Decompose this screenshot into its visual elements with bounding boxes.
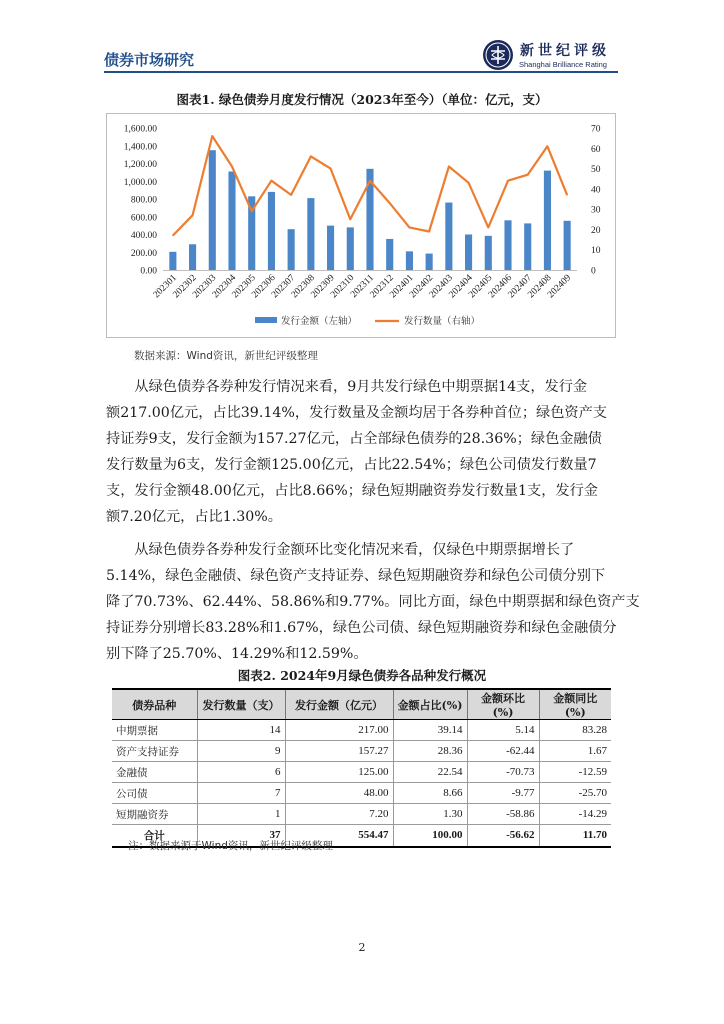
bar-202304 bbox=[228, 171, 235, 270]
x-tick-label: 202310 bbox=[329, 273, 357, 301]
line-point-202405 bbox=[488, 227, 489, 228]
left-axis-tick-label: 400.00 bbox=[130, 231, 157, 241]
monthly-issuance-chart bbox=[106, 113, 616, 338]
x-tick-label: 202403 bbox=[427, 273, 455, 301]
legend-line-label: 发行数量（右轴） bbox=[404, 316, 481, 327]
cell: 83.28 bbox=[539, 720, 611, 741]
figure2-source: 注：数据来源于Wind资讯，新世纪评级整理 bbox=[128, 840, 333, 852]
paragraph-line: 从绿色债券各券种发行金额环比变化情况来看，仅绿色中期票据增长了 bbox=[134, 542, 575, 558]
bar-202402 bbox=[426, 254, 433, 270]
paragraph-line: 额7.20亿元，占比1.30%。 bbox=[106, 509, 282, 525]
col-header: 金额占比(%) bbox=[393, 689, 467, 720]
paragraph-line: 额217.00亿元，占比39.14%，发行数量及金额均居于各券种首位；绿色资产支 bbox=[106, 405, 607, 421]
x-tick-label: 202402 bbox=[408, 273, 436, 301]
paragraph-line: 降了70.73%、62.44%、58.86%和9.77%。同比方面，绿色中期票据和绿色资产支 bbox=[106, 594, 640, 610]
left-axis-tick-label: 800.00 bbox=[130, 195, 157, 206]
paragraph-line: 5.14%，绿色金融债、绿色资产支持证券、绿色短期融资券和绿色公司债分别下 bbox=[106, 568, 606, 584]
line-point-202308 bbox=[310, 156, 311, 157]
bar-202404 bbox=[465, 235, 472, 271]
x-tick-label: 202301 bbox=[151, 273, 179, 301]
bar-202308 bbox=[307, 198, 314, 270]
legend-bar-label: 发行金额（左轴） bbox=[281, 316, 358, 327]
x-tick-label: 202308 bbox=[289, 273, 317, 301]
x-tick-label: 202406 bbox=[486, 273, 515, 301]
line-point-202304 bbox=[231, 166, 232, 167]
col-header: 发行金额（亿元） bbox=[285, 689, 393, 720]
cell: 554.47 bbox=[285, 825, 393, 847]
x-tick-label: 202305 bbox=[230, 273, 258, 301]
line-point-202312 bbox=[389, 202, 390, 203]
cell: 短期融资券 bbox=[112, 804, 197, 825]
cell: 7.20 bbox=[285, 804, 393, 825]
cell: 28.36 bbox=[393, 741, 467, 762]
bar-202401 bbox=[406, 251, 413, 270]
logo bbox=[482, 39, 622, 73]
bar-202309 bbox=[327, 226, 334, 270]
right-axis-tick-label: 70 bbox=[591, 124, 601, 135]
cell: 100.00 bbox=[393, 825, 467, 847]
paragraph-2 bbox=[106, 537, 640, 667]
left-axis-tick-label: 1,200.00 bbox=[123, 160, 157, 170]
x-tick-label: 202401 bbox=[388, 273, 416, 301]
cell: 1.67 bbox=[539, 741, 611, 762]
cell: 48.00 bbox=[285, 783, 393, 804]
bar-202310 bbox=[347, 227, 354, 270]
bar-202405 bbox=[485, 236, 492, 270]
line-point-202302 bbox=[192, 215, 193, 216]
logo-text-en: Shanghai Brilliance Rating bbox=[519, 60, 607, 69]
line-point-202402 bbox=[429, 231, 430, 232]
x-tick-label: 202312 bbox=[368, 273, 396, 301]
left-axis-tick-label: 1,600.00 bbox=[123, 124, 157, 135]
bar-202312 bbox=[386, 239, 393, 270]
x-tick-label: 202409 bbox=[546, 273, 574, 301]
cell: 37 bbox=[197, 825, 285, 847]
logo-emblem-icon bbox=[482, 39, 514, 71]
cell: 1.30 bbox=[393, 804, 467, 825]
line-point-202406 bbox=[507, 180, 508, 181]
right-axis-tick-label: 30 bbox=[591, 205, 601, 216]
cell: 公司债 bbox=[112, 783, 197, 804]
x-tick-label: 202306 bbox=[250, 273, 278, 301]
x-tick-label: 202304 bbox=[210, 273, 239, 301]
line-point-202305 bbox=[251, 211, 252, 212]
cell: -56.62 bbox=[467, 825, 539, 847]
line-point-202408 bbox=[547, 146, 548, 147]
x-tick-label: 202311 bbox=[349, 273, 377, 301]
cell: -58.86 bbox=[467, 804, 539, 825]
paragraph-1 bbox=[106, 374, 618, 530]
bar-202406 bbox=[504, 220, 511, 270]
page-number: 2 bbox=[358, 941, 366, 954]
line-point-202401 bbox=[409, 227, 410, 228]
cell: 5.14 bbox=[467, 720, 539, 741]
line-point-202404 bbox=[468, 182, 469, 183]
cell: 217.00 bbox=[285, 720, 393, 741]
line-point-202310 bbox=[350, 219, 351, 220]
table-row bbox=[112, 720, 611, 741]
right-axis-tick-label: 60 bbox=[591, 144, 601, 155]
issuance-by-type-table bbox=[112, 688, 611, 848]
figure1-title: 图表1. 绿色债券月度发行情况（2023年至今）（单位：亿元，支） bbox=[176, 92, 548, 107]
cell: 中期票据 bbox=[112, 720, 197, 741]
paragraph-line: 支，发行金额48.00亿元，占比8.66%；绿色短期融资券发行数量1支，发行金 bbox=[106, 483, 598, 499]
paragraph-line: 发行数量为6支，发行金额125.00亿元，占比22.54%；绿色公司债发行数量7 bbox=[106, 457, 597, 473]
header-title: 债券市场研究 bbox=[104, 51, 195, 69]
cell: 157.27 bbox=[285, 741, 393, 762]
figure1-source: 数据来源：Wind资讯，新世纪评级整理 bbox=[134, 350, 318, 362]
bar-202307 bbox=[288, 229, 295, 270]
chart-svg bbox=[107, 114, 615, 337]
line-point-202409 bbox=[567, 194, 568, 195]
paragraph-line: 别下降了25.70%、14.29%和12.59%。 bbox=[106, 646, 368, 662]
col-header: 金额环比(%) bbox=[467, 689, 539, 720]
cell: -12.59 bbox=[539, 762, 611, 783]
cell: 合计 bbox=[112, 825, 197, 847]
x-tick-label: 202302 bbox=[171, 273, 199, 301]
cell: 8.66 bbox=[393, 783, 467, 804]
left-axis-tick-label: 200.00 bbox=[130, 248, 157, 259]
x-tick-label: 202407 bbox=[506, 273, 534, 301]
line-point-202306 bbox=[271, 180, 272, 181]
cell: 14 bbox=[197, 720, 285, 741]
left-axis-tick-label: 1,400.00 bbox=[123, 142, 157, 153]
cell: 7 bbox=[197, 783, 285, 804]
bar-202407 bbox=[524, 223, 531, 270]
bar-202409 bbox=[564, 221, 571, 270]
right-axis-tick-label: 20 bbox=[591, 225, 601, 236]
cell: -14.29 bbox=[539, 804, 611, 825]
col-header: 发行数量（支） bbox=[197, 689, 285, 720]
left-axis-tick-label: 0.00 bbox=[140, 266, 157, 277]
x-tick-label: 202307 bbox=[270, 273, 298, 301]
table-row bbox=[112, 762, 611, 783]
cell: -9.77 bbox=[467, 783, 539, 804]
bar-202301 bbox=[169, 252, 176, 270]
line-point-202403 bbox=[448, 166, 449, 167]
paragraph-line: 从绿色债券各券种发行情况来看，9月共发行绿色中期票据14支，发行金 bbox=[134, 379, 588, 395]
cell: 1 bbox=[197, 804, 285, 825]
x-tick-label: 202303 bbox=[191, 273, 219, 301]
col-header: 债券品种 bbox=[112, 689, 197, 720]
logo-text-cn: 新世纪评级 bbox=[520, 43, 610, 59]
left-axis-tick-label: 600.00 bbox=[130, 213, 157, 224]
bar-202303 bbox=[209, 150, 216, 270]
table-row bbox=[112, 804, 611, 825]
cell: 39.14 bbox=[393, 720, 467, 741]
x-tick-label: 202309 bbox=[309, 273, 337, 301]
line-point-202311 bbox=[369, 180, 370, 181]
table-row bbox=[112, 783, 611, 804]
cell: 9 bbox=[197, 741, 285, 762]
right-axis-tick-label: 10 bbox=[591, 246, 601, 257]
table-header-row bbox=[112, 689, 611, 720]
bar-202408 bbox=[544, 171, 551, 270]
x-tick-label: 202404 bbox=[447, 273, 475, 301]
legend-bar-swatch bbox=[255, 317, 277, 323]
x-tick-label: 202408 bbox=[526, 273, 554, 301]
line-point-202301 bbox=[172, 235, 173, 236]
cell: -62.44 bbox=[467, 741, 539, 762]
right-axis-tick-label: 0 bbox=[591, 266, 596, 277]
right-axis-tick-label: 50 bbox=[591, 165, 601, 176]
figure2-title: 图表2. 2024年9月绿色债券各品种发行概况 bbox=[237, 668, 487, 683]
cell: 金融债 bbox=[112, 762, 197, 783]
cell: 资产支持证券 bbox=[112, 741, 197, 762]
table-row bbox=[112, 741, 611, 762]
x-tick-label: 202405 bbox=[467, 273, 495, 301]
line-point-202307 bbox=[291, 194, 292, 195]
bar-202302 bbox=[189, 244, 196, 270]
bar-202403 bbox=[445, 203, 452, 270]
bar-202306 bbox=[268, 192, 275, 270]
cell: 6 bbox=[197, 762, 285, 783]
line-point-202309 bbox=[330, 168, 331, 169]
paragraph-line: 持证券分别增长83.28%和1.67%，绿色公司债、绿色短期融资券和绿色金融债分 bbox=[106, 620, 617, 636]
left-axis-tick-label: 1,000.00 bbox=[123, 177, 157, 188]
col-header: 金额同比(%) bbox=[539, 689, 611, 720]
cell: 22.54 bbox=[393, 762, 467, 783]
cell: -70.73 bbox=[467, 762, 539, 783]
cell: 11.70 bbox=[539, 825, 611, 847]
paragraph-line: 持证券9支，发行金额为157.27亿元，占全部绿色债券的28.36%；绿色金融债 bbox=[106, 431, 602, 447]
cell: 125.00 bbox=[285, 762, 393, 783]
line-point-202407 bbox=[527, 174, 528, 175]
right-axis-tick-label: 40 bbox=[591, 185, 601, 196]
line-point-202303 bbox=[212, 136, 213, 137]
header-divider bbox=[104, 71, 618, 73]
cell: -25.70 bbox=[539, 783, 611, 804]
